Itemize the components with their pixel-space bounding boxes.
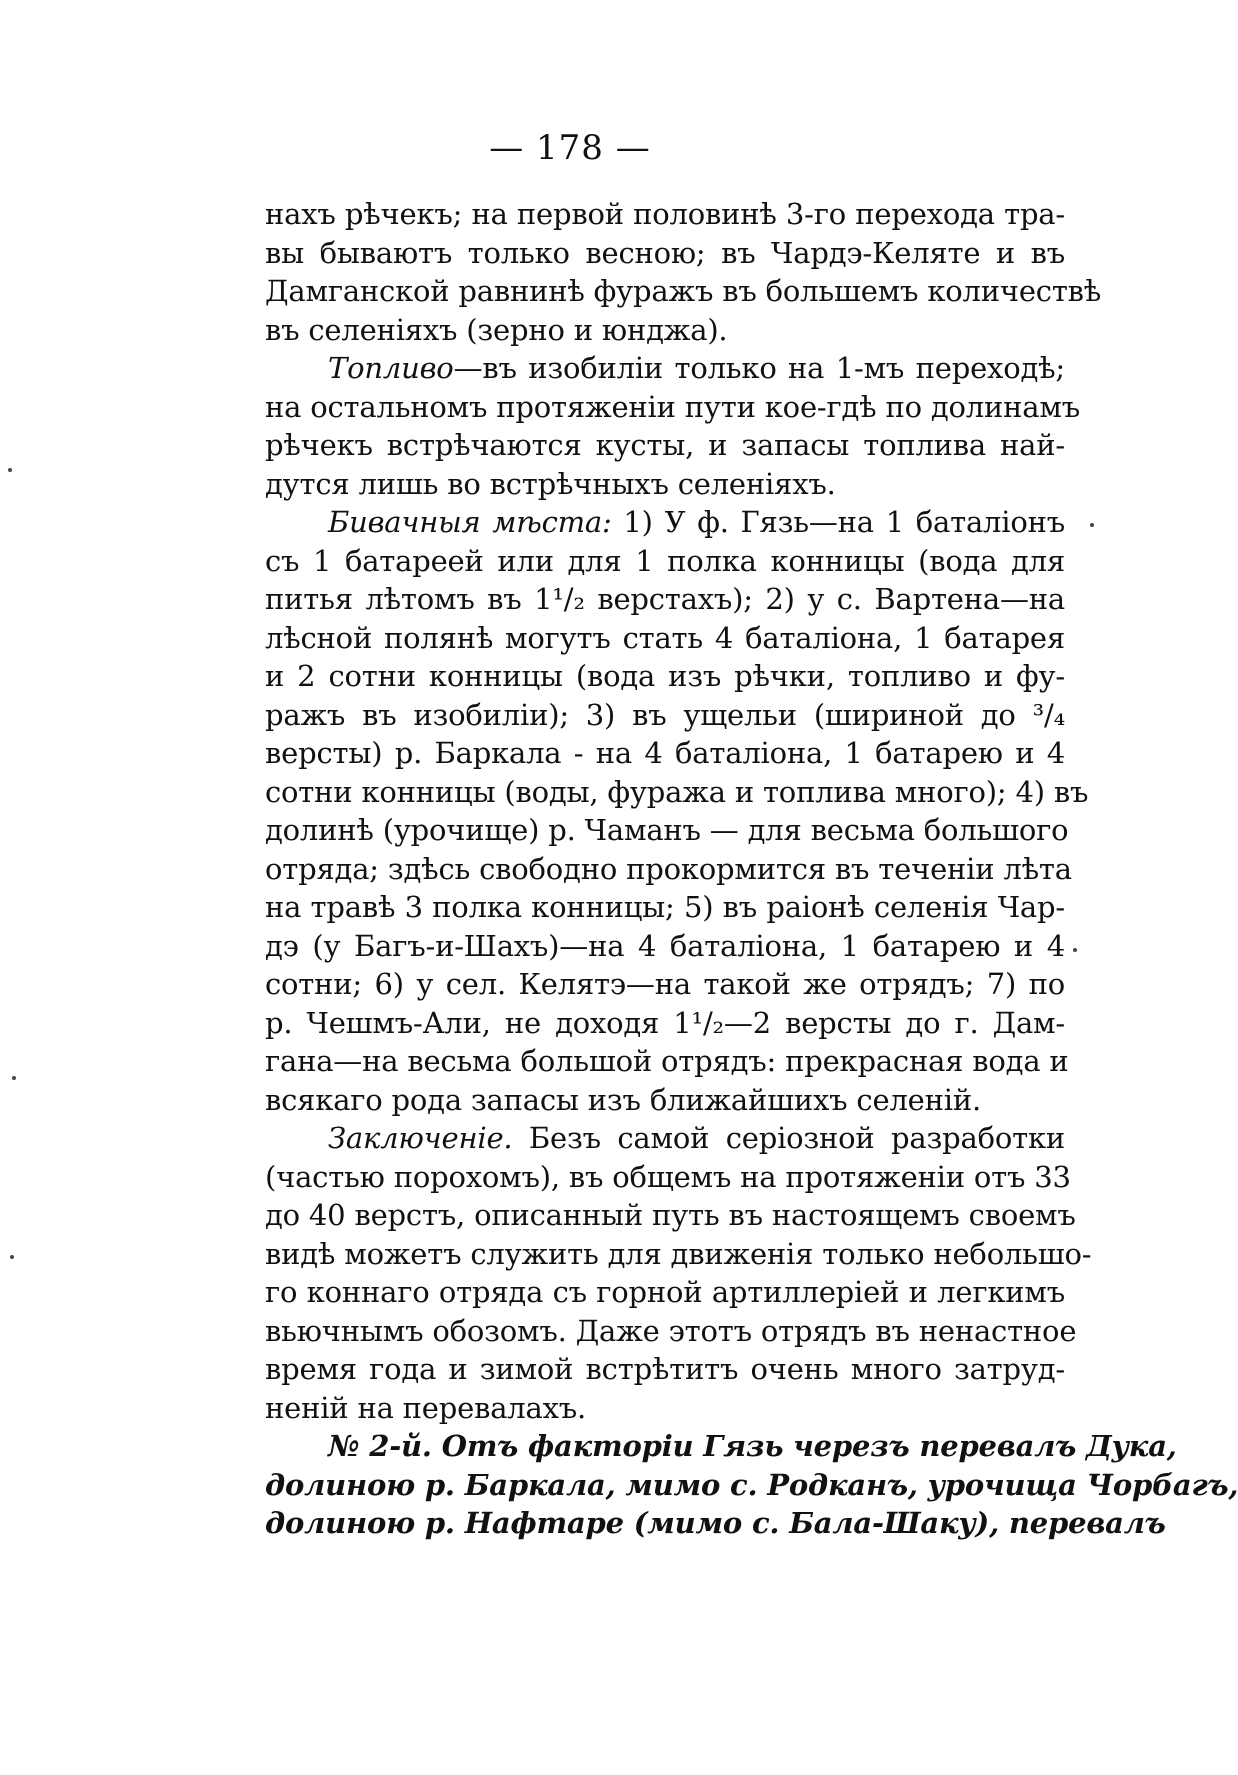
text-line: рѣчекъ встрѣчаются кусты, и запасы топлива най-: [265, 428, 1065, 462]
text-line: неній на перевалахъ.: [265, 1390, 587, 1425]
text-line: питья лѣтомъ въ 1¹/₂ верстахъ); 2) у с. Вартена—на: [265, 582, 1065, 616]
text-line: сотни; 6) у сел. Келятэ—на такой же отрядъ; 7) по: [265, 967, 1065, 1001]
page-number: — 178 —: [489, 128, 651, 168]
text-line: съ 1 батареей или для 1 полка конницы (вода для: [265, 543, 1065, 578]
route-heading: № 2-й. Отъ факторіи Гязь черезъ перевалъ Дука,: [328, 1429, 1177, 1463]
route-heading-line: долиною р. Нафтаре (мимо с. Бала-Шаку), перевалъ: [265, 1506, 1166, 1540]
text-line: гана—на весьма большой отрядъ: прекрасная вода и: [265, 1044, 1069, 1078]
text-line: отряда; здѣсь свободно прокормится въ теченіи лѣта: [265, 851, 1072, 886]
paragraph-conclusion: Заключеніе. Безъ самой серіозной разработки: [328, 1121, 1065, 1155]
term-camps: Бивачныя мѣста:: [328, 505, 612, 539]
text-line: дэ (у Багъ-и-Шахъ)—на 4 баталіона, 1 батарею и 4: [265, 928, 1065, 963]
text-line: лѣсной полянѣ могутъ стать 4 баталіона, 1 батарея: [265, 620, 1065, 655]
paragraph-fuel: Топливо—въ изобиліи только на 1-мъ переходѣ;: [328, 351, 1065, 385]
scan-speck: [12, 1076, 16, 1080]
text-line: Дамганской равнинѣ фуражъ въ большемъ количествѣ: [265, 274, 1102, 308]
scan-speck: [1090, 523, 1094, 527]
body-text: [265, 195, 1238, 1543]
scan-speck: [8, 468, 12, 472]
scan-speck: [1073, 948, 1077, 952]
text-line: до 40 верстъ, описанный путь въ настоящемъ своемъ: [265, 1198, 1076, 1232]
text-line: вы бываютъ только весною; въ Чардэ-Келяте и въ: [265, 235, 1065, 270]
text-line: и 2 сотни конницы (вода изъ рѣчки, топливо и фу-: [265, 659, 1065, 693]
text-line: всякаго рода запасы изъ ближайшихъ селеній.: [265, 1082, 981, 1117]
text-line: р. Чешмъ-Али, не доходя 1¹/₂—2 версты до г. Дам-: [265, 1005, 1065, 1040]
text-line: вьючнымъ обозомъ. Даже этотъ отрядъ въ ненастное: [265, 1313, 1077, 1348]
term-conclusion: Заключеніе.: [328, 1121, 513, 1155]
text-line: версты) р. Баркала - на 4 баталіона, 1 батарею и 4: [265, 736, 1065, 770]
text-line: (частью порохомъ), въ общемъ на протяженіи отъ 33: [265, 1159, 1071, 1194]
paragraph-camps: Бивачныя мѣста: 1) У ф. Гязь—на 1 баталіонъ: [328, 505, 1065, 539]
scan-speck: [10, 1255, 14, 1259]
text-line: долинѣ (урочище) р. Чаманъ — для весьма большого: [265, 813, 1069, 847]
text-line: ражъ въ изобиліи); 3) въ ущельи (шириной до ³/₄: [265, 697, 1065, 732]
text-line: дутся лишь во встрѣчныхъ селеніяхъ.: [265, 466, 836, 501]
text-line: сотни конницы (воды, фуража и топлива много); 4) въ: [265, 774, 1089, 809]
text-line: го коннаго отряда съ горной артиллеріей и легкимъ: [265, 1275, 1065, 1309]
term-fuel: Топливо: [328, 351, 454, 385]
route-heading-line: долиною р. Баркала, мимо с. Родканъ, урочища Чорбагъ,: [265, 1467, 1238, 1502]
text-line: видѣ можетъ служить для движенія только небольшо-: [265, 1236, 1092, 1271]
text-line: въ селеніяхъ (зерно и юнджа).: [265, 312, 728, 347]
text-line: время года и зимой встрѣтитъ очень много затруд-: [265, 1352, 1065, 1386]
route-number: № 2-й.: [328, 1429, 432, 1463]
text-line: на травѣ 3 полка конницы; 5) въ раіонѣ селенія Чар-: [265, 890, 1065, 924]
text-line: нахъ рѣчекъ; на первой половинѣ 3-го перехода тра-: [265, 197, 1065, 231]
text-line: на остальномъ протяженіи пути кое-гдѣ по долинамъ: [265, 389, 1080, 424]
